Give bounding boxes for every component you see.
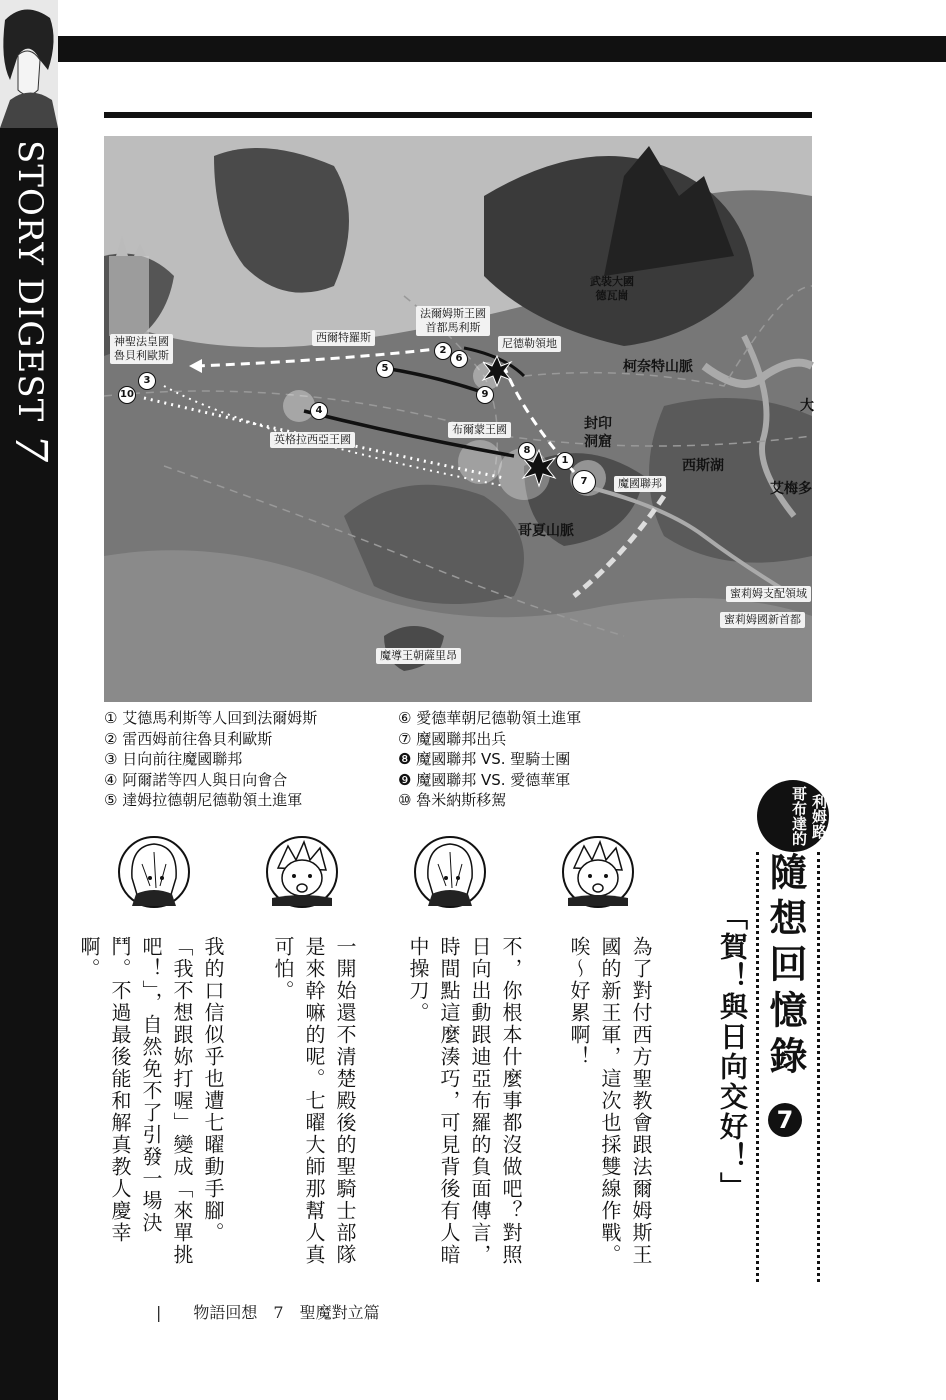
avatar-rimuru: [118, 836, 190, 908]
map-label-great: 大: [800, 398, 814, 414]
side-title-text: STORY DIGEST: [10, 140, 50, 423]
map-label-holy-empire: 神聖法皇國 魯貝利歐斯: [110, 334, 173, 364]
legend-left: [104, 708, 317, 811]
avatar-rimuru: [414, 836, 486, 908]
map-label-dwargon: 武裝大國 德瓦崗: [590, 275, 634, 302]
map-label-falmuth-capital: 法爾姆斯王國 首都馬利斯: [416, 306, 490, 336]
side-title-number: 7: [5, 434, 56, 464]
map-marker-10: 10: [118, 386, 136, 404]
map-label-sealed-cave: 封印 洞窟: [584, 416, 612, 450]
badge-line-2: 哥布達的: [790, 786, 808, 846]
map-marker-5: 5: [376, 360, 394, 378]
dialog-rimuru-2: 我的口信似乎也遭七曜動手腳。「我不想跟妳打喔」變成「來單挑吧！」，自然免不了引發一場決鬥。不過最後能和解真教人慶幸啊。: [77, 936, 225, 1266]
legend-item: ⑦ 魔國聯邦出兵: [398, 729, 507, 748]
legend-item: ④ 阿爾諾等四人與日向會合: [104, 770, 288, 789]
map-label-blumund: 布爾蒙王國: [448, 422, 511, 438]
avatar-gobta: [266, 836, 338, 908]
legend-item: ③ 日向前往魔國聯邦: [104, 750, 243, 768]
badge-line-1: 利姆路: [810, 793, 828, 839]
map-label-sis-lake: 西斯湖: [682, 458, 724, 474]
map-label-ameld: 艾梅多: [770, 481, 812, 497]
map-label-milim-domain: 蜜莉姆支配領域: [726, 586, 811, 602]
map-terrain: [104, 136, 812, 702]
avatar-gobta: [562, 836, 634, 908]
map-marker-2: 2: [434, 342, 452, 360]
legend-item: ① 艾德馬利斯等人回到法爾姆斯: [104, 709, 318, 727]
author-badge: [757, 780, 829, 852]
section-heading: [756, 852, 820, 1282]
map-label-geyser-mountains: 哥夏山脈: [518, 523, 574, 539]
legend-right: [398, 708, 581, 811]
map-marker-4: 4: [310, 402, 328, 420]
story-digest-title: [2, 140, 58, 470]
page-footer: | 物語回想 7 聖魔對立篇: [156, 1303, 380, 1322]
dialog-gobta-1: 為了對付西方聖教會跟法爾姆斯王國的新王軍，這次也採雙線作戰。唉～好累啊！: [567, 936, 653, 1266]
legend-item: ❾ 魔國聯邦 VS. 愛德華軍: [398, 770, 571, 789]
heading-title: 隨想回憶錄: [763, 852, 807, 1082]
map-marker-9: 9: [476, 386, 494, 404]
map-marker-7: 7: [572, 470, 596, 494]
top-rule: [104, 112, 812, 118]
world-map: [104, 136, 812, 702]
map-label-tempest: 魔國聯邦: [614, 476, 666, 492]
map-marker-6: 6: [450, 350, 468, 368]
legend-item: ⑩ 魯米納斯移駕: [398, 791, 507, 809]
map-label-milim-capital: 蜜莉姆國新首都: [720, 612, 805, 628]
dialog-rimuru-1: 不，你根本什麼事都沒做吧？對照日向出動跟迪亞布羅的負面傳言，時間點這麼湊巧，可見背後有人暗中操刀。: [406, 936, 523, 1266]
map-label-ingrasia: 英格拉西亞王國: [270, 432, 355, 448]
map-marker-3: 3: [138, 372, 156, 390]
legend-item: ⑤ 達姆拉德朝尼德勒領土進軍: [104, 791, 303, 809]
section-subheading: 「賀！與日向交好！」: [716, 902, 749, 1202]
map-marker-1: 1: [556, 452, 574, 470]
map-label-canaat-mountains: 柯奈特山脈: [623, 359, 693, 375]
map-label-sarion: 魔導王朝薩里昂: [376, 648, 461, 664]
legend-item: ② 雷西姆前往魯貝利歐斯: [104, 729, 273, 748]
top-band: [58, 36, 946, 62]
dialog-gobta-2: 一開始還不清楚殿後的聖騎士部隊是來幹嘛的呢。七曜大師那幫人真可怕。: [271, 936, 357, 1266]
character-art-thumbnail: [0, 0, 58, 128]
heading-number: 7: [768, 1103, 802, 1137]
map-label-sirtros: 西爾特羅斯: [312, 330, 375, 346]
map-label-nidle: 尼德勒領地: [498, 336, 561, 352]
legend-item: ⑥ 愛德華朝尼德勒領土進軍: [398, 709, 582, 727]
map-marker-8: 8: [518, 442, 536, 460]
legend-item: ❽ 魔國聯邦 VS. 聖騎士團: [398, 750, 571, 768]
